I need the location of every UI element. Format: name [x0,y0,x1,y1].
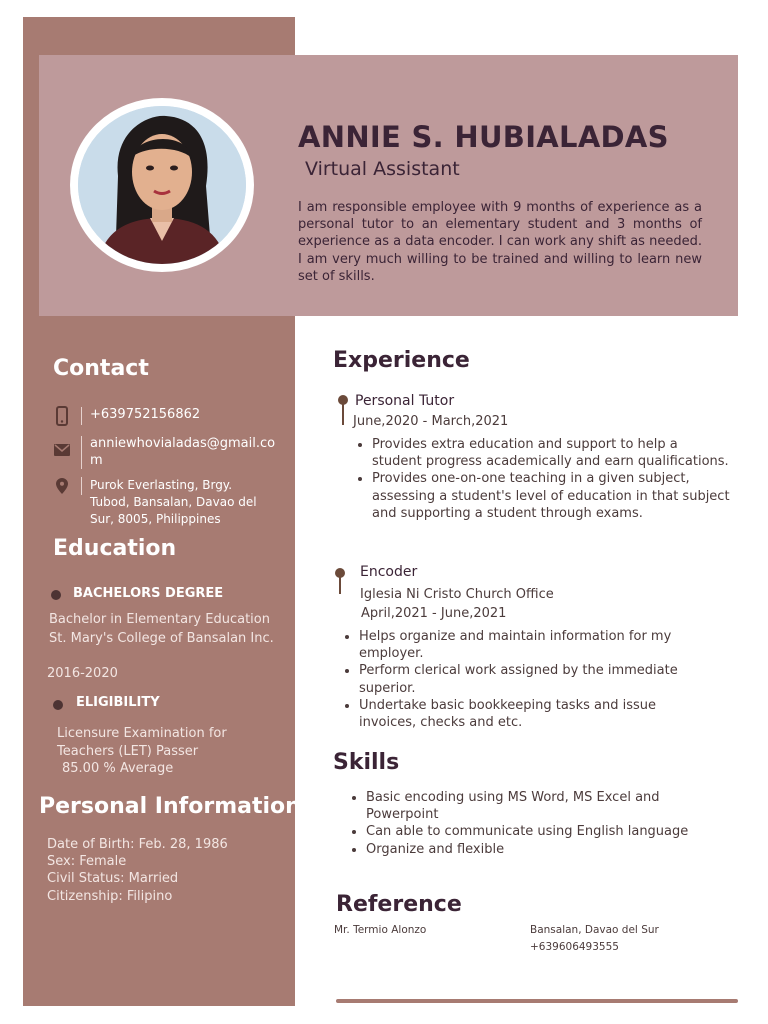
contact-heading: Contact [53,356,149,381]
contact-email: anniewhovialadas@gmail.com [90,436,276,468]
degree-label: BACHELORS DEGREE [73,586,224,601]
education-years: 2016-2020 [47,666,118,681]
job-dates: June,2020 - March,2021 [353,414,509,429]
civil-status: Civil Status: Married [47,871,179,886]
reference-location: Bansalan, Davao del Sur [530,924,659,936]
skills-heading: Skills [333,750,400,775]
timeline-line [339,576,341,594]
job-dates: April,2021 - June,2021 [361,606,507,621]
contact-email-row [53,436,280,469]
personal-info-heading: Personal Information [39,794,301,819]
school-name: St. Mary's College of Bansalan Inc. [49,631,274,646]
job-duties [341,628,709,731]
list-item: • Helps organize and maintain information for my employer. [359,628,709,662]
date-of-birth: Date of Birth: Feb. 28, 1986 [47,837,228,852]
reference-phone: +639606493555 [530,941,619,953]
timeline-line [342,403,344,425]
divider [81,436,82,469]
job-title: Personal Tutor [355,393,455,409]
divider [81,477,82,495]
job-title: Encoder [360,564,418,580]
contact-phone: +639752156862 [90,407,201,422]
bullet-dot [51,590,61,600]
list-item: • Can able to communicate using English language [366,823,711,840]
education-heading: Education [53,536,177,561]
sex: Sex: Female [47,854,127,869]
portrait-illustration [78,106,246,264]
location-pin-icon [53,477,71,495]
divider [81,407,82,425]
person-name: ANNIE S. HUBIALADAS [298,120,669,154]
phone-icon [53,407,71,425]
citizenship: Citizenship: Filipino [47,889,173,904]
profile-photo [70,98,254,272]
list-item: • Provides extra education and support to help a student progress academically and earn qualifications. [372,436,730,470]
job-role: Virtual Assistant [305,158,460,180]
degree-name: Bachelor in Elementary Education [49,612,270,627]
list-item: • Organize and flexible [366,841,711,858]
job-duties [354,436,730,522]
eligibility-average: 85.00 % Average [62,761,174,776]
list-item: • Undertake basic bookkeeping tasks and issue invoices, checks and etc. [359,697,709,731]
avatar [78,106,246,264]
eligibility-label: ELIGIBILITY [76,695,160,710]
skills-list [348,789,711,858]
list-item: • Provides one-on-one teaching in a given subject, assessing a student's level of education in that subject and supporting a student through exams. [372,470,730,522]
job-company: Iglesia Ni Cristo Church Office [360,587,554,602]
list-item: • Basic encoding using MS Word, MS Excel and Powerpoint [366,789,711,823]
experience-heading: Experience [333,348,470,373]
contact-address-row [53,477,275,527]
contact-phone-row [53,407,200,425]
reference-heading: Reference [336,892,462,917]
profile-summary: I am responsible employee with 9 months of experience as a personal tutor to an elementary student and 3 months of experience as a data encoder. I can work any shift as needed. I am very much willing to be trained and willing to learn new set of skills. [298,200,702,284]
bullet-dot [53,700,63,710]
footer-bar [336,999,738,1003]
eligibility-text: Licensure Examination for Teachers (LET) Passer [57,726,227,759]
list-item: • Perform clerical work assigned by the immediate superior. [359,662,709,696]
contact-address: Purok Everlasting, Brgy. Tubod, Bansalan, Davao del Sur, 8005, Philippines [90,478,257,526]
mail-icon [53,441,71,459]
reference-name: Mr. Termio Alonzo [334,924,427,936]
